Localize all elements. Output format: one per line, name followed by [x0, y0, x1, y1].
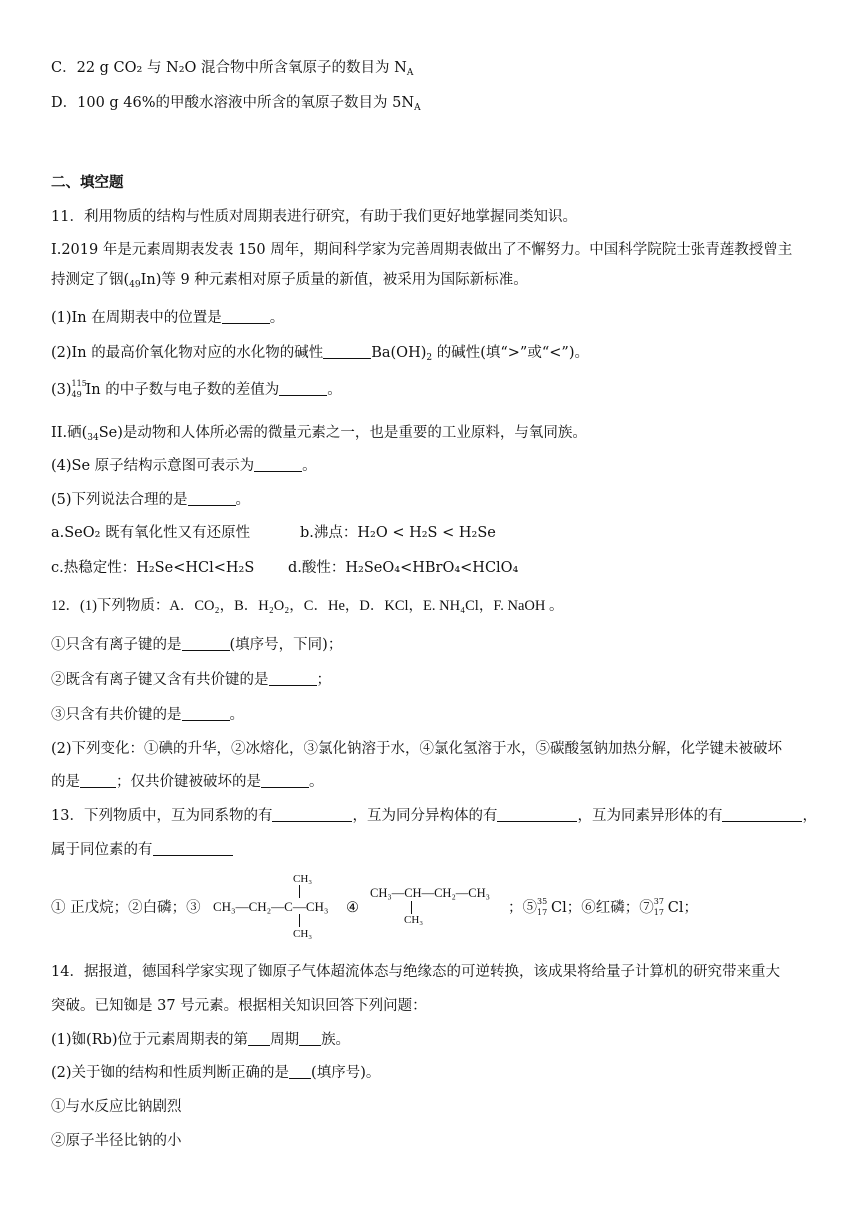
- q11-part2-sub: 34: [87, 433, 99, 443]
- q10-option-c: [51, 58, 413, 78]
- answer-blank[interactable]: [80, 773, 116, 788]
- q14-stem-line1: 14．据报道，德国科学家实现了铷原子气体超流体态与绝缘态的可逆转换，该成果将给量子计算机的研究带来重大: [51, 964, 780, 980]
- q11-sub1: [51, 308, 284, 328]
- isotope-notation: [537, 898, 551, 918]
- q13-item5-text: ；⑤: [508, 900, 537, 916]
- q11-sub2: [51, 343, 589, 363]
- answer-blank[interactable]: [188, 491, 236, 506]
- q11-sub5-text: (5)下列说法合理的是: [51, 492, 188, 508]
- isotope-number: 17: [653, 908, 664, 917]
- answer-blank[interactable]: [299, 1031, 321, 1046]
- q11-sub5-end: 。: [235, 492, 251, 508]
- answer-blank[interactable]: [722, 807, 802, 822]
- q14-sub1: [51, 1030, 350, 1050]
- q12-sub3-end: 。: [229, 707, 244, 723]
- q10-option-d-sub: A: [414, 103, 421, 113]
- q12-sub1: [51, 635, 342, 655]
- q11-sub2-text-a: (2)In 的最高价氧化物对应的水化物的碱性: [51, 345, 324, 361]
- q13-stem-a: 13．下列物质中，互为同系物的有: [51, 808, 273, 824]
- answer-blank[interactable]: [323, 344, 371, 359]
- q14-option1: ①与水反应比钠剧烈: [51, 1099, 182, 1115]
- q14-stem-line2: 突破。已知铷是 37 号元素。根据相关知识回答下列问题：: [51, 998, 427, 1014]
- q11-sub3-text-a: (3): [51, 382, 72, 398]
- q11-sub1-text: (1)In 在周期表中的位置是: [51, 310, 222, 326]
- answer-blank[interactable]: [497, 807, 577, 822]
- q10-option-c-text: C．22 g CO₂ 与 N₂O 混合物中所含氧原子的数目为 N: [51, 60, 407, 76]
- q11-sub1-end: 。: [269, 310, 285, 326]
- isotope-notation: [72, 380, 86, 400]
- answer-blank[interactable]: [182, 706, 230, 721]
- answer-blank[interactable]: [269, 671, 317, 686]
- q11-part1-text-b: In)等 9 种元素相对原子质量的新值，被采用为国际新标准。: [140, 272, 528, 288]
- q10-option-d: [51, 93, 421, 113]
- structure3-top-methyl: CH₃: [293, 873, 313, 885]
- q14-option2: ②原子半径比钠的小: [51, 1133, 182, 1149]
- q13-item1: ① 正戊烷；②白磷；③: [51, 900, 201, 916]
- q10-option-d-text: D．100 g 46%的甲酸水溶液中所含的氧原子数目为 5N: [51, 95, 415, 111]
- structure4-bond-down: [411, 901, 412, 914]
- q11-option-d: d.酸性：H₂SeO₄<HBrO₄<HClO₄: [288, 560, 519, 576]
- answer-blank[interactable]: [182, 636, 230, 651]
- q11-sub5: [51, 490, 250, 510]
- answer-blank[interactable]: [279, 381, 327, 396]
- q11-sub2-text-c: 的碱性(填“>”或“<”)。: [432, 345, 589, 361]
- q12-sub3: [51, 705, 244, 725]
- isotope-number: 49: [71, 390, 82, 399]
- q12-sub5-end: 。: [309, 774, 324, 790]
- structure3-bottom-methyl: CH₃: [293, 928, 313, 940]
- isotope-mass: 37: [653, 897, 664, 906]
- q11-sub2-text-b: Ba(OH): [371, 345, 427, 361]
- q14-sub2: [51, 1063, 380, 1083]
- q11-sub3-end: 。: [327, 382, 342, 398]
- structure3-bond-down: [299, 914, 300, 927]
- q14-sub1-text-a: (1)铷(Rb)位于元素周期表的第: [51, 1032, 249, 1048]
- structure4-label: ④: [346, 900, 359, 916]
- q11-sub4: [51, 456, 317, 476]
- q12-sub4: (2)下列变化：①碘的升华，②冰熔化，③氯化钠溶于水，④氯化氢溶于水，⑤碳酸氢钠加热分解，化学键未被破坏: [51, 741, 783, 757]
- isotope-mass: 115: [71, 379, 87, 388]
- q13-stem-b: ，互为同分异构体的有: [352, 808, 498, 824]
- q11-option-a: a.SeO₂ 既有氧化性又有还原性: [51, 525, 251, 541]
- q14-sub2-text-b: (填序号)。: [311, 1065, 381, 1081]
- q14-sub2-text-a: (2)关于铷的结构和性质判断正确的是: [51, 1065, 290, 1081]
- q11-option-c: c.热稳定性：H₂Se<HCl<H₂S: [51, 560, 255, 576]
- isotope-notation: [654, 898, 668, 918]
- q11-sub2-sub: 2: [426, 353, 433, 363]
- answer-blank[interactable]: [248, 1031, 270, 1046]
- q12-sub5-text-a: 的是: [51, 774, 80, 790]
- q11-part2-text-b: Se)是动物和人体所必需的微量元素之一，也是重要的工业原料，与氧同族。: [98, 425, 587, 441]
- q12-sub5: [51, 772, 324, 792]
- section-title: 二、填空题: [51, 174, 124, 191]
- q13-stem2-text: 属于同位素的有: [51, 842, 153, 858]
- q12-stem: 12．(1)下列物质：A．CO₂，B．H₂O₂，C．He，D．KCl，E. NH₄Cl，F. NaOH 。: [51, 598, 564, 614]
- q12-sub1-text: ①只含有离子键的是: [51, 637, 182, 653]
- q11-sub3-text-b: In 的中子数与电子数的差值为: [85, 382, 280, 398]
- q11-option-b: b.沸点：H₂O < H₂S < H₂Se: [300, 525, 496, 541]
- q11-sub4-end: 。: [302, 458, 317, 474]
- q13-stem: [51, 806, 817, 826]
- q13-item6-text: Cl；⑥红磷；⑦: [551, 900, 654, 916]
- q12-sub5-text-b: ；仅共价键被破坏的是: [116, 774, 261, 790]
- q13-stem-line2: [51, 840, 233, 860]
- q11-sub3: [51, 380, 342, 400]
- answer-blank[interactable]: [289, 1064, 311, 1079]
- structure4-bottom-methyl: CH₃: [404, 914, 424, 926]
- q11-stem: 11．利用物质的结构与性质对周期表进行研究，有助于我们更好地掌握同类知识。: [51, 209, 577, 225]
- q11-part2: [51, 423, 587, 443]
- structure3-main-chain: CH₃—CH₂—C—CH₃: [213, 899, 329, 914]
- q11-part1-line1: I.2019 年是元素周期表发表 150 周年，期间科学家为完善周期表做出了不懈努力。中国科学院院士张青莲教授曾主: [51, 242, 793, 258]
- structure3-bond-up: [299, 885, 300, 898]
- q12-sub2-text: ②既含有离子键又含有共价键的是: [51, 672, 269, 688]
- q14-sub1-text-b: 周期: [270, 1032, 300, 1048]
- q12-sub2: [51, 670, 331, 690]
- q13-stem-c: ，互为同素异形体的有: [577, 808, 723, 824]
- isotope-mass: 35: [537, 897, 548, 906]
- q13-stem-d: ，: [802, 808, 817, 824]
- answer-blank[interactable]: [153, 841, 233, 856]
- answer-blank[interactable]: [222, 309, 270, 324]
- q11-part2-text-a: II.硒(: [51, 425, 88, 441]
- q13-items-5-7: [508, 898, 698, 918]
- q13-item7-text: Cl；: [667, 900, 698, 916]
- structure4-main-chain: CH₃—CH—CH₂—CH₃: [370, 886, 491, 900]
- q11-part1-sub: 49: [129, 280, 141, 290]
- q12-sub3-text: ③只含有共价键的是: [51, 707, 182, 723]
- q11-part1-text-a: 持测定了铟(: [51, 272, 130, 288]
- isotope-number: 17: [537, 908, 548, 917]
- q12-sub1-end: (填序号，下同)；: [229, 637, 343, 653]
- answer-blank[interactable]: [272, 807, 352, 822]
- q10-option-c-sub: A: [406, 68, 414, 78]
- q14-sub1-text-c: 族。: [321, 1032, 351, 1048]
- q11-part1-line2: [51, 270, 528, 290]
- q12-sub2-end: ；: [316, 672, 331, 688]
- q11-sub4-text: (4)Se 原子结构示意图可表示为: [51, 458, 255, 474]
- answer-blank[interactable]: [261, 773, 309, 788]
- answer-blank[interactable]: [254, 457, 302, 472]
